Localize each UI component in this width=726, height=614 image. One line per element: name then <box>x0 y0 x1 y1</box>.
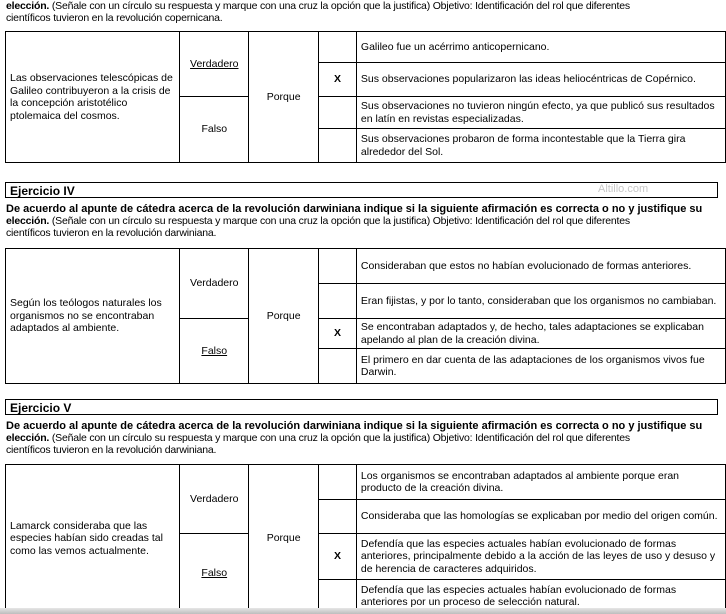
option-text: Defendía que las especies actuales habían evolucionado de formas anteriores, principalmente debido a la acción de las leyes de uso y desuso y de herencia de caracteres adquiridos. <box>356 534 725 580</box>
exercise-heading: Ejercicio V <box>5 399 718 415</box>
instructions-text: (Señale con un círculo su respuesta y marque con una cruz la opción que la justifica) Objetivo: Identificación del rol que diferentes <box>51 0 630 12</box>
mark-box[interactable] <box>319 465 357 500</box>
mark-box[interactable]: X <box>319 63 357 97</box>
instructions-line-2: científicos tuvieron en la revolución copernicana. <box>6 12 223 24</box>
exercise-heading: Ejercicio IV <box>5 182 718 198</box>
true-option[interactable]: Verdadero <box>180 249 249 319</box>
mark-box[interactable] <box>319 500 357 534</box>
watermark: Altillo.com <box>598 183 649 195</box>
mark-box[interactable]: X <box>319 319 357 349</box>
true-option[interactable]: Verdadero <box>180 32 249 97</box>
mark-box[interactable] <box>319 97 357 129</box>
mark-box[interactable] <box>319 249 357 284</box>
question-table-5 <box>5 464 726 613</box>
porque-label: Porque <box>249 249 319 384</box>
mark-box[interactable] <box>319 129 357 163</box>
porque-label: Porque <box>249 465 319 613</box>
option-text: Eran fijistas, y por lo tanto, consideraban que los organismos no cambiaban. <box>356 284 725 319</box>
option-text: Sus observaciones popularizaron las ideas heliocéntricas de Copérnico. <box>356 63 725 97</box>
option-text: Defendía que las especies actuales habían evolucionado de formas anteriores por un proceso de selección natural. <box>356 580 725 613</box>
question-table-3 <box>5 31 726 163</box>
mark-box[interactable] <box>319 32 357 63</box>
option-text: Se encontraban adaptados y, de hecho, tales adaptaciones se explicaban apelando al plan de la creación divina. <box>356 319 725 349</box>
statement-cell: Lamarck consideraba que las especies habían sido creadas tal como las vemos actualmente. <box>6 465 180 613</box>
option-text: Consideraban que estos no habían evolucionado de formas anteriores. <box>356 249 725 284</box>
false-option[interactable]: Falso <box>180 534 249 613</box>
option-text: Sus observaciones probaron de forma incontestable que la Tierra gira alrededor del Sol. <box>356 129 725 163</box>
statement-cell: Las observaciones telescópicas de Galileo contribuyeron a la crisis de la concepción aristotélico ptolemaica del cosmos. <box>6 32 180 163</box>
instructions-line: científicos tuvieron en la revolución darwiniana. <box>6 227 217 239</box>
page-bottom-shadow <box>0 608 726 614</box>
option-text: Consideraba que las homologías se explicaban por medio del origen común. <box>356 500 725 534</box>
instructions-line: científicos tuvieron en la revolución darwiniana. <box>6 444 217 456</box>
option-text: Sus observaciones no tuvieron ningún efecto, ya que publicó sus resultados en latín en revistas especializadas. <box>356 97 725 129</box>
porque-label: Porque <box>249 32 319 163</box>
instructions-bold: elección. <box>6 0 50 12</box>
true-option[interactable]: Verdadero <box>180 465 249 534</box>
instructions-line: De acuerdo al apunte de cátedra acerca de la revolución darwiniana indique si la siguiente afirmación es correcta o no y justifique su <box>6 203 703 215</box>
instructions-line: elección. (Señale con un círculo su respuesta y marque con una cruz la opción que la justifica) Objetivo: Identificación del rol que diferentes <box>6 215 630 227</box>
option-text: Galileo fue un acérrimo anticopernicano. <box>356 32 725 63</box>
mark-box[interactable]: X <box>319 534 357 580</box>
mark-box[interactable] <box>319 284 357 319</box>
instructions-line: De acuerdo al apunte de cátedra acerca de la revolución darwiniana indique si la siguiente afirmación es correcta o no y justifique su <box>6 420 703 432</box>
instructions-line: elección. (Señale con un círculo su respuesta y marque con una cruz la opción que la justifica) Objetivo: Identificación del rol que diferentes <box>6 432 630 444</box>
false-option[interactable]: Falso <box>180 97 249 163</box>
question-table-4 <box>5 248 726 384</box>
mark-box[interactable] <box>319 349 357 384</box>
option-text: El primero en dar cuenta de las adaptaciones de los organismos vivos fue Darwin. <box>356 349 725 384</box>
statement-cell: Según los teólogos naturales los organismos no se encontraban adaptados al ambiente. <box>6 249 180 384</box>
false-option[interactable]: Falso <box>180 319 249 384</box>
instructions-line <box>6 0 720 12</box>
option-text: Los organismos se encontraban adaptados al ambiente porque eran producto de la creación divina. <box>356 465 725 500</box>
